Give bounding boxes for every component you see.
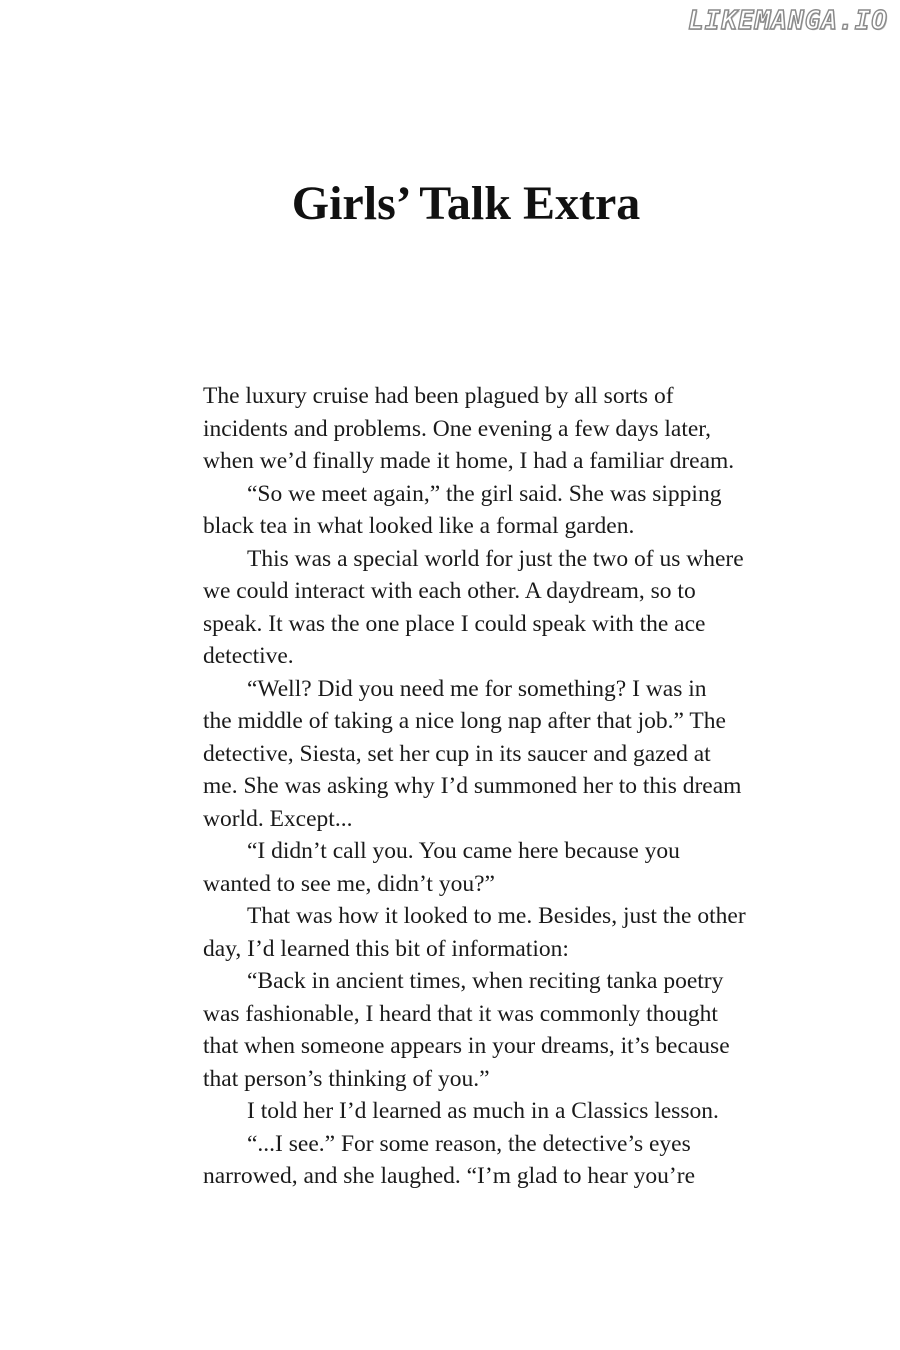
paragraph	[203, 543, 803, 673]
text-line: speak. It was the one place I could speak with the ace	[203, 610, 706, 637]
text-line: detective, Siesta, set her cup in its saucer and gazed at	[203, 740, 711, 767]
text-line: narrowed, and she laughed. “I’m glad to hear you’re	[203, 1163, 695, 1189]
watermark-logo: LIKEMANGA.IO	[688, 6, 888, 36]
text-line: we could interact with each other. A daydream, so to	[203, 578, 696, 604]
paragraph	[203, 835, 803, 900]
text-line: that person’s thinking of you.”	[203, 1065, 490, 1092]
paragraph	[203, 900, 803, 965]
paragraph	[203, 1095, 803, 1128]
text-line: when we’d finally made it home, I had a familiar dream.	[203, 448, 735, 474]
text-line: black tea in what looked like a formal garden.	[203, 513, 635, 539]
text-line: that when someone appears in your dreams, it’s because	[203, 1033, 730, 1059]
text-line: The luxury cruise had been plagued by all sorts of	[203, 383, 674, 409]
paragraph	[203, 1128, 803, 1193]
text-line: the middle of taking a nice long nap after that job.” The	[203, 708, 726, 734]
paragraph	[203, 478, 803, 543]
text-line: incidents and problems. One evening a few days later,	[203, 415, 712, 442]
text-line: “I didn’t call you. You came here because you	[247, 838, 680, 864]
text-line: detective.	[203, 643, 294, 669]
text-line: was fashionable, I heard that it was commonly thought	[203, 1000, 718, 1027]
text-line: This was a special world for just the two of us where	[247, 545, 744, 572]
text-line: That was how it looked to me. Besides, just the other	[247, 903, 746, 929]
paragraph	[203, 965, 803, 1095]
text-line: “Well? Did you need me for something? I was in	[247, 675, 707, 702]
paragraph	[203, 673, 803, 836]
text-line: “...I see.” For some reason, the detective’s eyes	[247, 1130, 691, 1157]
paragraph	[203, 380, 803, 478]
text-line: wanted to see me, didn’t you?”	[203, 870, 495, 897]
text-line: “Back in ancient times, when reciting tanka poetry	[247, 968, 724, 994]
text-line: day, I’d learned this bit of information:	[203, 935, 569, 962]
chapter-title: Girls’ Talk Extra	[291, 177, 641, 230]
body-text	[203, 380, 803, 1193]
text-line: me. She was asking why I’d summoned her to this dream	[203, 773, 742, 799]
text-line: I told her I’d learned as much in a Classics lesson.	[247, 1098, 719, 1124]
text-line: “So we meet again,” the girl said. She was sipping	[247, 480, 722, 507]
text-line: world. Except...	[203, 805, 353, 832]
